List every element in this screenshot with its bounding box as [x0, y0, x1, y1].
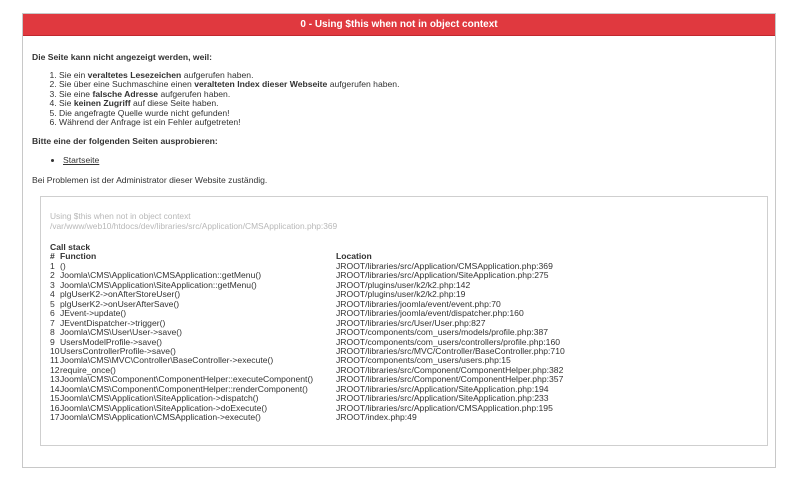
frame-function: Joomla\CMS\User\User->save(): [60, 327, 183, 338]
admin-note: Bei Problemen ist der Administrator dieser Website zuständig.: [32, 175, 268, 186]
frame-function: Joomla\CMS\Application\CMSApplication->execute(): [60, 412, 261, 423]
frame-function: Joomla\CMS\Application\CMSApplication::getMenu(): [60, 270, 262, 281]
pages-list: [32, 155, 766, 165]
call-stack-title: Call stack: [50, 242, 91, 253]
reason-text: auf diese Seite haben.: [130, 98, 219, 109]
reason-text: Sie über eine Suchmaschine einen: [59, 79, 195, 90]
home-link[interactable]: Startseite: [63, 155, 100, 166]
try-heading: Bitte eine der folgenden Seiten ausprobieren:: [32, 136, 218, 147]
frame-number: 13: [50, 374, 60, 385]
frame-function: Joomla\CMS\Component\ComponentHelper::executeComponent(): [60, 374, 314, 385]
frame-number: 15: [50, 393, 60, 404]
reason-bold: falsche Adresse: [92, 88, 159, 99]
frame-function: Joomla\CMS\Component\ComponentHelper::renderComponent(): [60, 383, 308, 394]
frame-function: UsersControllerProfile->save(): [60, 345, 176, 356]
frame-function: UsersModelProfile->save(): [60, 336, 162, 347]
frame-location: JROOT/plugins/user/k2/k2.php:19: [336, 289, 466, 300]
frame-function: Joomla\CMS\Application\SiteApplication->dispatch(): [60, 393, 259, 404]
frame-number: 11: [50, 355, 59, 366]
frame-location: JROOT/components/com_users/users.php:15: [336, 355, 511, 366]
call-stack: [50, 243, 767, 422]
frame-location: JROOT/libraries/joomla/event/event.php:70: [336, 298, 501, 309]
reason-bold: keinen Zugriff: [73, 98, 131, 109]
reason-text: aufgerufen haben.: [158, 88, 231, 99]
error-page: [22, 13, 776, 468]
error-title-bar: [23, 14, 775, 36]
frame-location: JROOT/index.php:49: [336, 412, 417, 423]
frame-location: JROOT/libraries/src/Application/CMSApplication.php:369: [336, 260, 553, 271]
error-message: Using $this when not in object context: [50, 211, 191, 222]
frame-function: JEventDispatcher->trigger(): [60, 317, 166, 328]
col-location-header: Location: [336, 251, 372, 262]
frame-number: 4: [50, 289, 55, 300]
error-file: /var/www/web10/htdocs/dev/libraries/src/Application/CMSApplication.php:369: [50, 221, 338, 232]
frame-number: 8: [50, 327, 55, 338]
frame-number: 9: [50, 336, 55, 347]
col-num-header: #: [50, 251, 55, 262]
frame-number: 16: [50, 402, 60, 413]
error-title: 0 - Using $this when not in object context: [300, 19, 498, 30]
list-item: [63, 155, 766, 165]
frame-function: require_once(): [60, 364, 116, 375]
frame-number: 2: [50, 270, 55, 281]
reason-text: Die angefragte Quelle wurde nicht gefunden!: [59, 107, 230, 118]
reason-text: aufgerufen haben.: [327, 79, 400, 90]
frame-function: Joomla\CMS\Application\SiteApplication->doExecute(): [60, 402, 268, 413]
frame-function: Joomla\CMS\Application\SiteApplication::getMenu(): [60, 279, 257, 290]
reason-bold: veraltetes Lesezeichen: [87, 70, 182, 80]
frame-location: JROOT/libraries/src/Application/CMSApplication.php:195: [336, 402, 553, 413]
frame-function: plgUserK2->onUserAfterSave(): [60, 298, 180, 309]
frame-number: 1: [50, 260, 55, 271]
frame-location: JROOT/libraries/src/Application/SiteApplication.php:233: [336, 393, 549, 404]
frame-number: 6: [50, 308, 55, 319]
frame-number: 7: [50, 317, 55, 328]
frame-location: JROOT/libraries/src/Component/ComponentHelper.php:357: [336, 374, 564, 385]
frame-location: JROOT/libraries/src/Application/SiteApplication.php:275: [336, 270, 549, 281]
frame-number: 5: [50, 298, 55, 309]
frame-location: JROOT/libraries/src/MVC/Controller/BaseController.php:710: [336, 345, 565, 356]
intro-heading: Die Seite kann nicht angezeigt werden, weil:: [32, 52, 213, 62]
frame-function: plgUserK2->onAfterStoreUser(): [60, 289, 181, 300]
frame-location: JROOT/plugins/user/k2/k2.php:142: [336, 279, 471, 290]
reason-text: Sie eine: [59, 88, 93, 99]
reason-bold: veralteten Index dieser Webseite: [194, 79, 328, 90]
reason-text: Sie ein: [59, 70, 88, 80]
frame-location: JROOT/components/com_users/controllers/profile.php:160: [336, 336, 561, 347]
frame-function: (): [60, 260, 66, 271]
table-row: [50, 413, 565, 422]
frame-location: JROOT/libraries/src/Component/ComponentHelper.php:382: [336, 364, 564, 375]
frame-number: 14: [50, 383, 60, 394]
frame-number: 10: [50, 345, 60, 356]
frame-location: JROOT/components/com_users/models/profile.php:387: [336, 327, 549, 338]
call-stack-rows: [50, 262, 565, 423]
frame-number: 3: [50, 279, 55, 290]
frame-number: 17: [50, 412, 60, 423]
reason-item: [59, 118, 766, 127]
reason-text: aufgerufen haben.: [181, 70, 254, 80]
frame-function: JEvent->update(): [60, 308, 127, 319]
reason-text: Während der Anfrage ist ein Fehler aufgetreten!: [59, 117, 241, 128]
reason-text: Sie: [59, 98, 74, 109]
frame-number: 12: [50, 364, 60, 375]
error-content: [23, 52, 775, 446]
frame-location: JROOT/libraries/src/Application/SiteApplication.php:194: [336, 383, 549, 394]
reasons-list: [32, 71, 766, 127]
frame-function: Joomla\CMS\MVC\Controller\BaseController->execute(): [60, 355, 274, 366]
stack-trace-box: [40, 196, 768, 446]
call-stack-table: [50, 252, 565, 422]
frame-location: JROOT/libraries/joomla/event/dispatcher.php:160: [336, 308, 524, 319]
col-function-header: Function: [60, 251, 97, 262]
frame-location: JROOT/libraries/src/User/User.php:827: [336, 317, 486, 328]
